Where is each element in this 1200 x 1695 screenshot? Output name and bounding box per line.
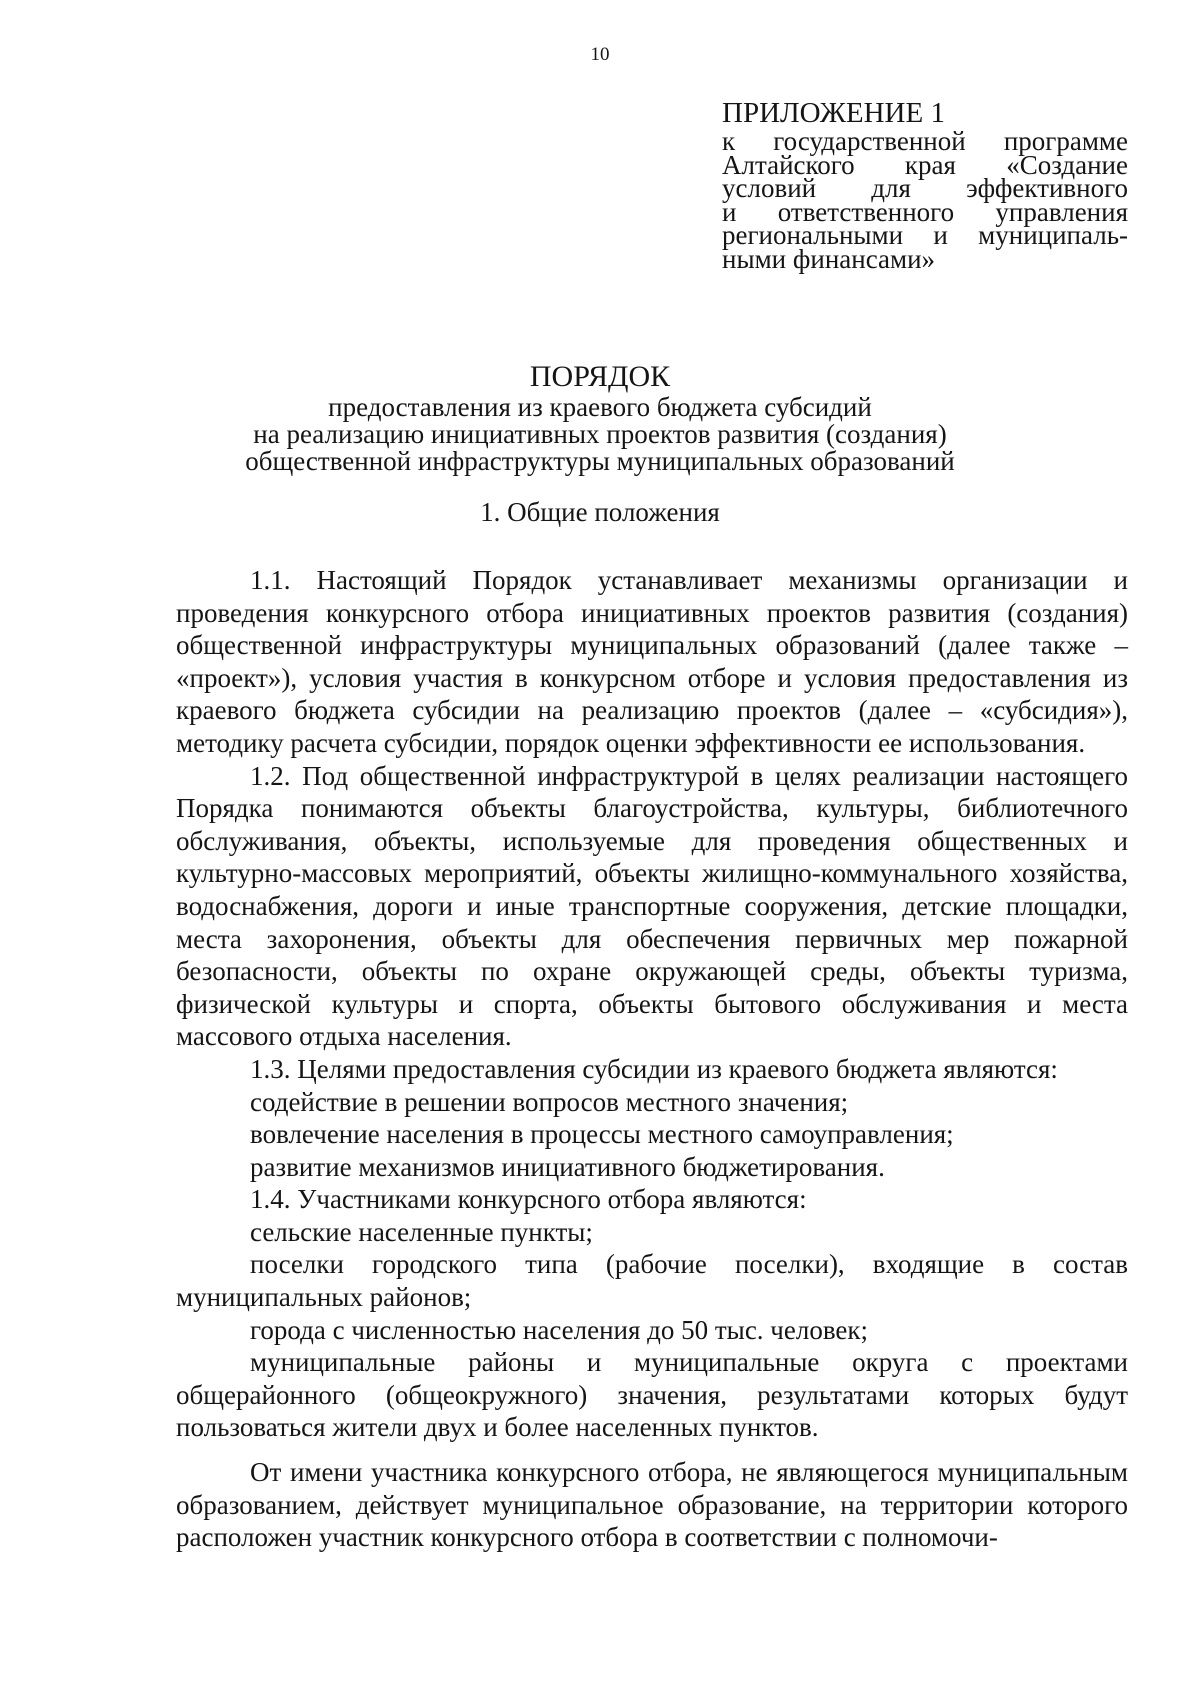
page-number: 10 bbox=[590, 44, 610, 65]
heading-subtitle-line: на реализацию инициативных проектов развития (создания) bbox=[253, 419, 947, 449]
paragraph: 1.4. Участниками конкурсного отбора являются: bbox=[250, 1184, 807, 1215]
heading-subtitle-line: общественной инфраструктуры муниципальных образований bbox=[245, 446, 955, 476]
appendix-line: условий для эффективного bbox=[722, 173, 1128, 203]
appendix-line: и ответственного управления bbox=[722, 196, 1128, 227]
paragraph: 1.2. Под общественной инфраструктурой в целях реализации настоящего Порядка понимаются объекты благоустройства, культуры, библиотечного обслуживания, объекты, используемые для проведения общественных и культурно-массовых мероприятий, объекты жилищно-коммунального хозяйства, водоснабжения, дороги и иные транспортные сооружения, детские площадки, места захоронения, объекты для обеспечения первичных мер пожарной безопасности, объекты по охране окружающей среды, объекты туризма, физической культуры и спорта, объекты бытового обслуживания и места массового отдыха населения. bbox=[176, 760, 1128, 1052]
section-title: 1. Общие положения bbox=[480, 497, 720, 527]
paragraph: От имени участника конкурсного отбора, не являющегося муниципальным образованием, действует муниципальное образование, на территории которого расположен участник конкурсного отбора в соответствии с полномочи- bbox=[176, 1457, 1128, 1553]
document-heading bbox=[0, 360, 1200, 475]
paragraph: развитие механизмов инициативного бюджетирования. bbox=[250, 1151, 885, 1182]
paragraph: 1.3. Целями предоставления субсидии из краевого бюджета являются: bbox=[250, 1053, 1058, 1084]
appendix-line: Алтайского края «Создание bbox=[722, 149, 1128, 180]
body-text bbox=[176, 564, 1128, 1554]
appendix-title: ПРИЛОЖЕНИЕ 1 bbox=[722, 97, 945, 129]
paragraph: поселки городского типа (рабочие поселки), входящие в состав муниципальных районов; bbox=[176, 1249, 1128, 1313]
appendix-line: ными финансами» bbox=[722, 243, 936, 274]
paragraph: города с численностью населения до 50 тыс. человек; bbox=[250, 1314, 869, 1345]
paragraph: муниципальные районы и муниципальные округа с проектами общерайонного (общеокружного) значения, результатами которых будут пользоваться жители двух и более населенных пунктов. bbox=[176, 1347, 1128, 1443]
heading-subtitle-line: предоставления из краевого бюджета субсидий bbox=[328, 392, 872, 422]
appendix-line: региональными и муниципаль- bbox=[722, 220, 1128, 250]
paragraph: содействие в решении вопросов местного значения; bbox=[250, 1086, 849, 1117]
appendix-body bbox=[722, 126, 1128, 274]
paragraph: вовлечение населения в процессы местного самоуправления; bbox=[250, 1119, 954, 1150]
paragraph: 1.1. Настоящий Порядок устанавливает механизмы организации и проведения конкурсного отбора инициативных проектов развития (создания) общественной инфраструктуры муниципальных образований (далее также – «проект»), условия участия в конкурсном отборе и условия предоставления из краевого бюджета субсидии на реализацию проектов (далее – «субсидия»), методику расчета субсидии, порядок оценки эффективности ее использования. bbox=[176, 565, 1128, 758]
appendix-line: к государственной программе bbox=[722, 126, 1128, 156]
heading-title: ПОРЯДОК bbox=[529, 360, 671, 393]
appendix-block bbox=[722, 97, 1128, 274]
paragraph: сельские населенные пункты; bbox=[250, 1216, 593, 1247]
